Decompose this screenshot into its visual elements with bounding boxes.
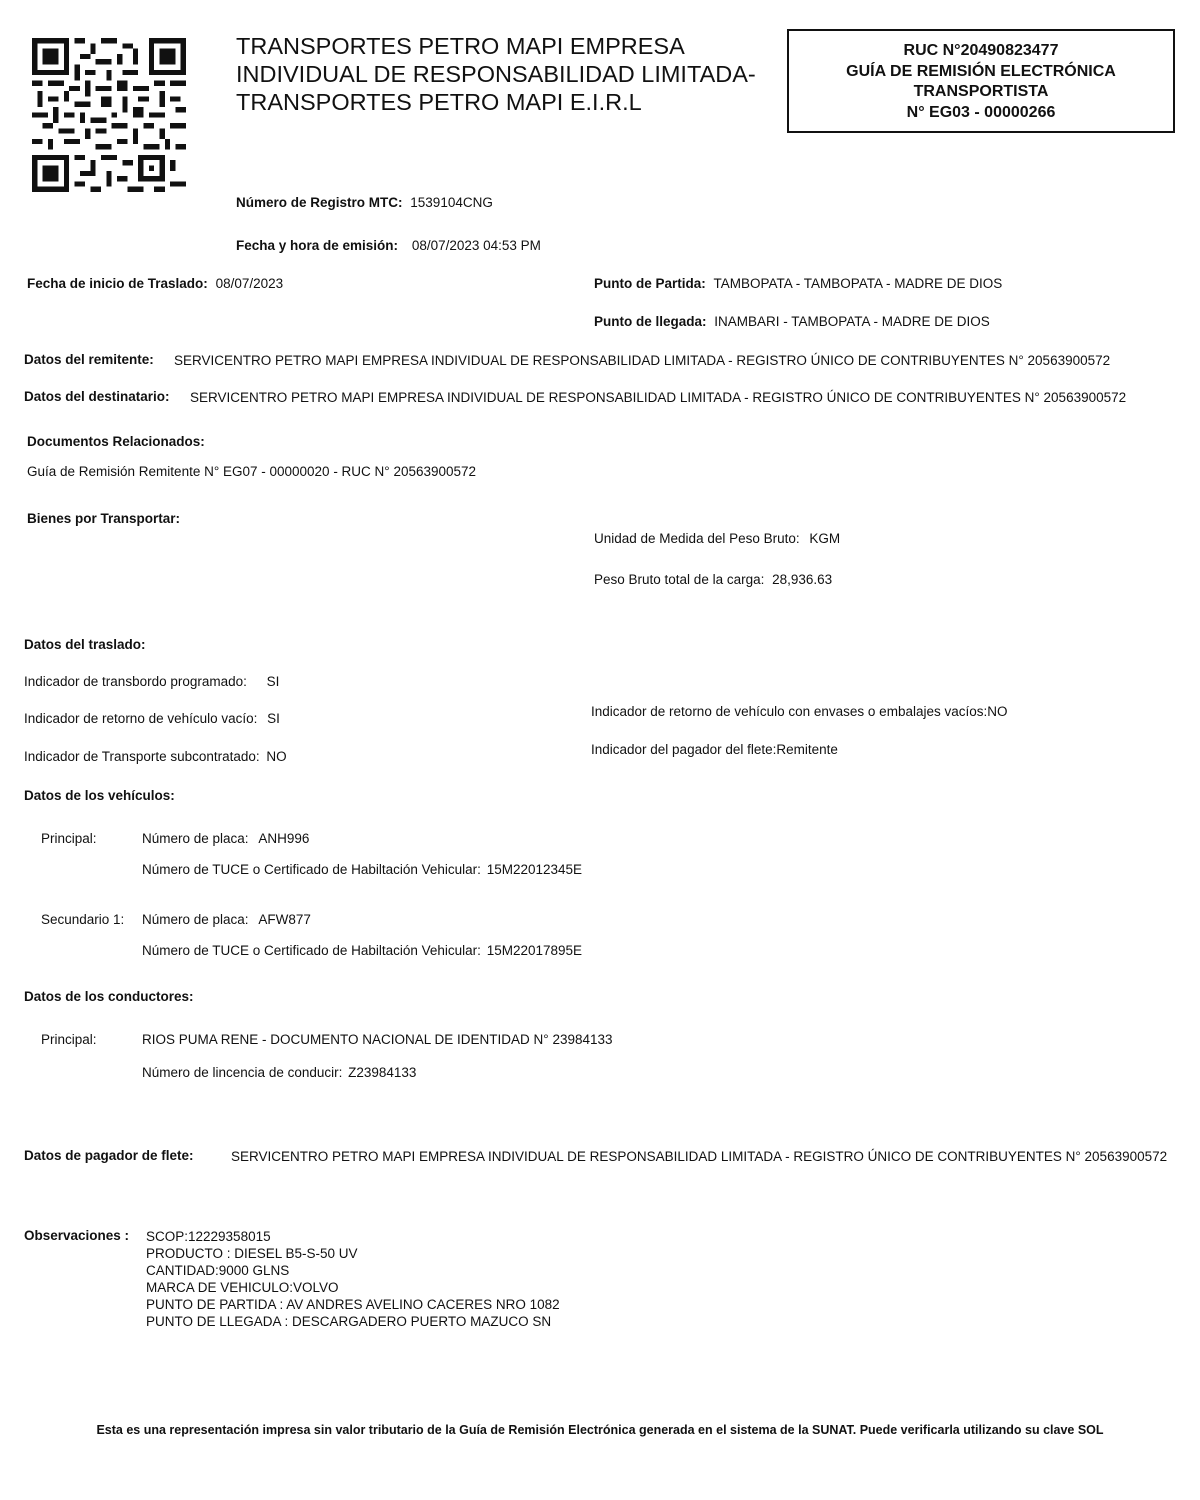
licencia-value: Z23984133 bbox=[348, 1065, 417, 1080]
qr-code bbox=[32, 38, 186, 192]
licencia-label: Número de lincencia de conducir: bbox=[142, 1065, 343, 1080]
retorno-vacio-row bbox=[24, 711, 280, 726]
emision-value: 08/07/2023 04:53 PM bbox=[411, 238, 541, 253]
documentos-label: Documentos Relacionados: bbox=[27, 434, 205, 449]
observaciones-label: Observaciones : bbox=[24, 1228, 130, 1243]
subcontratado-value: NO bbox=[266, 749, 287, 764]
observacion-line: SCOP:12229358015 bbox=[146, 1229, 271, 1244]
ruc-box bbox=[787, 29, 1175, 133]
inicio-label: Fecha de inicio de Traslado: bbox=[27, 276, 208, 291]
mtc-label: Número de Registro MTC: bbox=[236, 195, 403, 210]
peso-value: 28,936.63 bbox=[772, 572, 833, 587]
observacion-line: CANTIDAD:9000 GLNS bbox=[146, 1263, 290, 1278]
subcontratado-label: Indicador de Transporte subcontratado: bbox=[24, 749, 260, 764]
pagador-flete-value: SERVICENTRO PETRO MAPI EMPRESA INDIVIDUAL DE RESPONSABILIDAD LIMITADA - REGISTRO ÚNICO DE CONTRIBUYENTES N° 20563900572 bbox=[231, 1149, 1168, 1164]
pagador-flete-label: Datos de pagador de flete: bbox=[24, 1148, 194, 1163]
secundario-placa-label: Número de placa: bbox=[142, 912, 249, 927]
document-number: N° EG03 - 00000266 bbox=[906, 103, 1056, 121]
document-type: GUÍA DE REMISIÓN ELECTRÓNICA bbox=[846, 62, 1116, 80]
punto-partida-row bbox=[594, 276, 1002, 291]
vehiculos-label: Datos de los vehículos: bbox=[24, 788, 175, 803]
remitente-value: SERVICENTRO PETRO MAPI EMPRESA INDIVIDUAL DE RESPONSABILIDAD LIMITADA - REGISTRO ÚNICO DE CONTRIBUYENTES N° 20563900572 bbox=[174, 353, 1111, 368]
emision-row bbox=[236, 238, 541, 253]
destinatario-label: Datos del destinatario: bbox=[24, 389, 170, 404]
vehiculo-principal-tuce-row bbox=[142, 862, 582, 877]
pagador-indicador-row bbox=[591, 742, 838, 757]
principal-tuce-value: 15M22012345E bbox=[486, 862, 583, 877]
pagador-indicador-value: Remitente bbox=[776, 742, 838, 757]
retorno-envases-row bbox=[591, 704, 1008, 719]
document-subtype: TRANSPORTISTA bbox=[913, 83, 1049, 100]
vehiculo-principal-label: Principal: bbox=[41, 831, 97, 846]
conductores-label: Datos de los conductores: bbox=[24, 989, 194, 1004]
transbordo-label: Indicador de transbordo programado: bbox=[24, 674, 247, 689]
ruc-number: RUC N°20490823477 bbox=[903, 42, 1059, 59]
partida-label: Punto de Partida: bbox=[594, 276, 706, 291]
llegada-value: INAMBARI - TAMBOPATA - MADRE DE DIOS bbox=[714, 314, 990, 329]
principal-tuce-label: Número de TUCE o Certificado de Habiltación Vehicular: bbox=[142, 862, 481, 877]
secundario-tuce-label: Número de TUCE o Certificado de Habiltación Vehicular: bbox=[142, 943, 481, 958]
observacion-line: PUNTO DE PARTIDA : AV ANDRES AVELINO CACERES NRO 1082 bbox=[146, 1297, 560, 1312]
peso-row bbox=[594, 572, 832, 587]
retorno-envases-value: NO bbox=[987, 704, 1008, 719]
vehiculo-secundario-label: Secundario 1: bbox=[41, 912, 125, 927]
observaciones-list bbox=[146, 1228, 560, 1330]
conductor-principal-label: Principal: bbox=[41, 1032, 97, 1047]
principal-placa-value: ANH996 bbox=[258, 831, 310, 846]
vehiculo-secundario-tuce-row bbox=[142, 943, 582, 958]
emision-label: Fecha y hora de emisión: bbox=[236, 238, 399, 253]
secundario-placa-value: AFW877 bbox=[258, 912, 311, 927]
llegada-label: Punto de llegada: bbox=[594, 314, 707, 329]
footer-disclaimer: Esta es una representación impresa sin valor tributario de la Guía de Remisión Electrónica generada en el sistema de la SUNAT. Puede verificarla utilizando su clave SOL bbox=[96, 1423, 1104, 1437]
observacion-line: PRODUCTO : DIESEL B5-S-50 UV bbox=[146, 1246, 358, 1261]
peso-label: Peso Bruto total de la carga: bbox=[594, 572, 765, 587]
retorno-vacio-label: Indicador de retorno de vehículo vacío: bbox=[24, 711, 258, 726]
transbordo-value: SI bbox=[266, 674, 280, 689]
inicio-traslado-row bbox=[27, 276, 283, 291]
remitente-label: Datos del remitente: bbox=[24, 352, 154, 367]
licencia-row bbox=[142, 1065, 416, 1080]
retorno-envases-label: Indicador de retorno de vehículo con envases o embalajes vacíos: bbox=[591, 704, 988, 719]
company-name: TRANSPORTES PETRO MAPI EMPRESA INDIVIDUAL DE RESPONSABILIDAD LIMITADA-TRANSPORTES PETRO MAPI E.I.R.L bbox=[236, 33, 756, 115]
partida-value: TAMBOPATA - TAMBOPATA - MADRE DE DIOS bbox=[713, 276, 1003, 291]
datos-traslado-label: Datos del traslado: bbox=[24, 637, 146, 652]
observacion-line: MARCA DE VEHICULO:VOLVO bbox=[146, 1280, 339, 1295]
unidad-row bbox=[594, 531, 840, 546]
observacion-line: PUNTO DE LLEGADA : DESCARGADERO PUERTO MAZUCO SN bbox=[146, 1314, 552, 1329]
punto-llegada-row bbox=[594, 314, 990, 329]
mtc-value: 1539104CNG bbox=[410, 195, 493, 210]
principal-placa-label: Número de placa: bbox=[142, 831, 249, 846]
vehiculo-secundario-placa-row bbox=[142, 912, 311, 927]
mtc-row bbox=[236, 195, 493, 210]
inicio-value: 08/07/2023 bbox=[215, 276, 284, 291]
conductor-principal-value: RIOS PUMA RENE - DOCUMENTO NACIONAL DE IDENTIDAD N° 23984133 bbox=[142, 1032, 613, 1047]
subcontratado-row bbox=[24, 749, 287, 764]
unidad-value: KGM bbox=[809, 531, 841, 546]
secundario-tuce-value: 15M22017895E bbox=[486, 943, 583, 958]
documento-item: Guía de Remisión Remitente N° EG07 - 00000020 - RUC N° 20563900572 bbox=[27, 464, 477, 479]
unidad-label: Unidad de Medida del Peso Bruto: bbox=[594, 531, 800, 546]
transbordo-row bbox=[24, 674, 279, 689]
bienes-label: Bienes por Transportar: bbox=[27, 511, 181, 526]
pagador-indicador-label: Indicador del pagador del flete: bbox=[591, 742, 777, 757]
retorno-vacio-value: SI bbox=[267, 711, 280, 726]
vehiculo-principal-placa-row bbox=[142, 831, 309, 846]
destinatario-value: SERVICENTRO PETRO MAPI EMPRESA INDIVIDUAL DE RESPONSABILIDAD LIMITADA - REGISTRO ÚNICO DE CONTRIBUYENTES N° 20563900572 bbox=[190, 390, 1127, 405]
